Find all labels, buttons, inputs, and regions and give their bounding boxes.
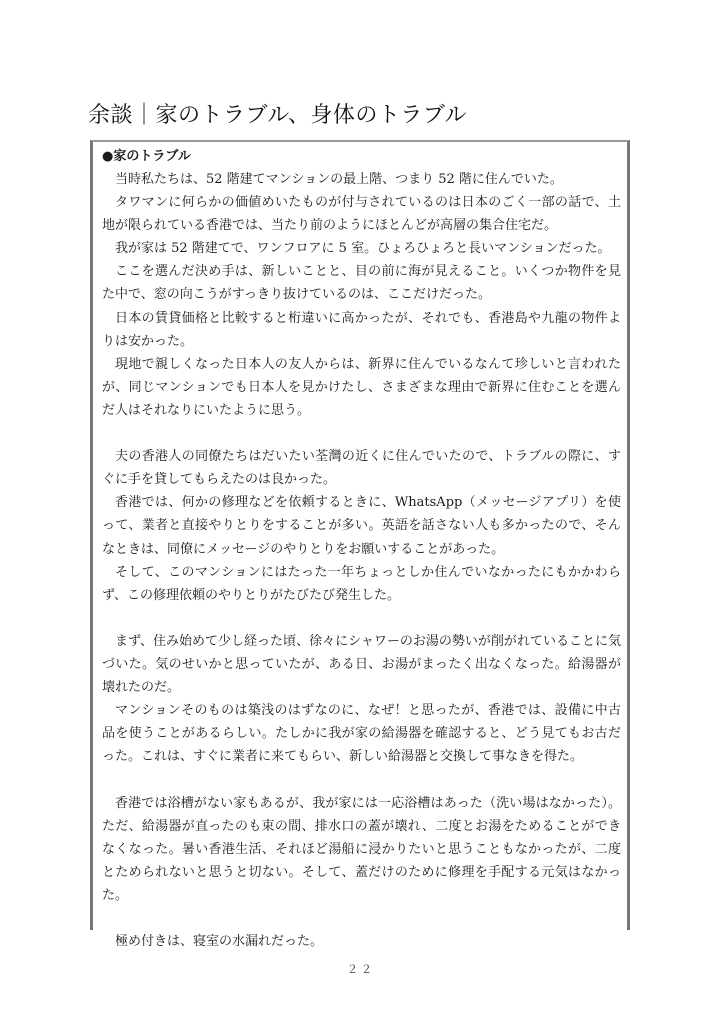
paragraph: 日本の賃貸価格と比較すると桁違いに高かったが、それでも、香港島や九龍の物件よりは安かった。	[102, 310, 621, 349]
section-heading: ●家のトラブル	[102, 149, 191, 164]
paragraph: そして、このマンションにはたった一年ちょっとしか住んでいなかったにもかかわらず、この修理依頼のやりとりがたびたび発生した。	[102, 564, 621, 603]
paragraph: 当時私たちは、52 階建てマンションの最上階、つまり 52 階に住んでいた。	[115, 172, 563, 187]
page-title: 余談｜家のトラブル、身体のトラブル	[88, 103, 467, 128]
content-box	[90, 140, 630, 950]
paragraph: 我が家は 52 階建てで、ワンフロアに 5 室。ひょろひょろと長いマンションだった。	[115, 241, 611, 257]
paragraph: マンションそのものは築浅のはずなのに、なぜ！と思ったが、香港では、設備に中古品を使うことがあるらしい。たしかに我が家の給湯器を確認すると、どう見てもお古だった。これは、すぐに業者に来てもらい、新しい給湯器と交換して事なきを得た。	[102, 703, 621, 765]
paragraph: ここを選んだ決め手は、新しいことと、目の前に海が見えること。いくつか物件を見た中で、窓の向こうがすっきり抜けているのは、ここだけだった。	[102, 264, 621, 303]
paragraph: 香港では浴槽がない家もあるが、我が家には一応浴槽はあった（洗い場はなかった）。ただ、給湯器が直ったのも束の間、排水口の蓋が壊れ、二度とお湯をためることができなくなった。暑い香港生活、それほど湯船に浸かりたいと思うこともなかったが、二度とためられないと思うと切ない。そして、蓋だけのために修理を手配する元気はなかった。	[102, 795, 621, 903]
paragraph: まず、住み始めて少し経った頃、徐々にシャワーのお湯の勢いが削がれていることに気づいた。気のせいかと思っていたが、ある日、お湯がまったく出なくなった。給湯器が壊れたのだ。	[102, 633, 621, 696]
paragraph: 極め付きは、寝室の水漏れだった。	[115, 934, 324, 950]
page-number: ２２	[347, 963, 375, 976]
paragraph-gap	[102, 607, 621, 630]
paragraph: 夫の香港人の同僚たちはだいたい荃灣の近くに住んでいたので、トラブルの際に、すぐに手を貸してもらえたのは良かった。	[102, 449, 621, 488]
paragraph: 香港では、何かの修理などを依頼するときに、WhatsApp（メッセージアプリ）を使って、業者と直接やりとりをすることが多い。英語を話さない人も多かったので、そんなときは、同僚にメッセージのやりとりをお願いすることがあった。	[102, 495, 621, 557]
paragraph: タワマンに何らかの価値めいたものが付与されているのは日本のごく一部の話で、土地が限られている香港では、当たり前のようにほとんどが高層の集合住宅だ。	[102, 195, 621, 234]
paragraph: 現地で親しくなった日本人の友人からは、新界に住んでいるなんて珍しいと言われたが、同じマンションでも日本人を見かけたし、さまざまな理由で新界に住むことを選んだ人はそれなりにいたように思う。	[102, 356, 621, 418]
paragraph-gap	[102, 768, 621, 791]
paragraph-gap	[102, 907, 621, 930]
paragraph-gap	[102, 422, 621, 445]
